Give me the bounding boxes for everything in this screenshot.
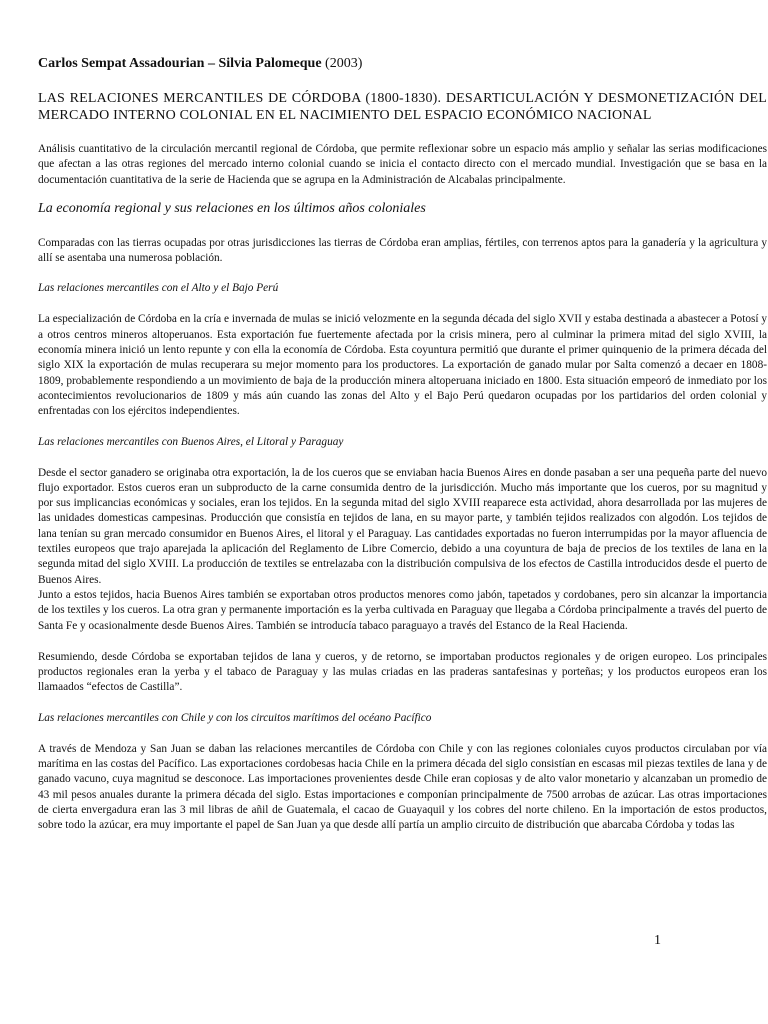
paragraph-hides-textiles: Desde el sector ganadero se originaba otra exportación, la de los cueros que se enviaban hacia Buenos Aires en donde pasaban a ser una pequeña parte del nuevo flujo exportador. Estos cueros eran un subproducto de la carne consumida dentro de la jurisdicción. Mucho más importante que los cueros, por su magnitud y por sus implicancias económicas y sociales, eran los tejidos. En la segunda mitad del siglo XVIII reaparece esta actividad, ahora desarrollada por las mujeres de las unidades domesticas campesinas. Producción que consistía en tejidos de lana, en su mayor parte, y también tejidos realizados con algodón. Los tejidos de lana tenían su gran mercado consumidor en Buenos Aires, el litoral y el Paraguay. Las cantidades exportadas no fueron interrumpidas por la mayor afluencia de textiles europeos que trajo aparejada la aplicación del Reglamento de Libre Comercio, debido a una coyuntura de baja de precios de los textiles de lana en la segunda mitad del siglo XVIII. La producción de textiles se entrelazaba con la distribución compulsiva de los efectos de Castilla introducidos desde el puerto de Buenos Aires. [38,466,767,586]
paragraph-minor-products: Junto a estos tejidos, hacia Buenos Aires también se exportaban otros productos menores como jabón, tapetados y cordobanes, pero sin alcanzar la importancia de los textiles y los cueros. La otra gran y permanente importación es la yerba cultivada en Paraguay que llegaba a Córdoba principalmente a través del puerto de Santa Fe y ocasionalmente desde Buenos Aires. También se introducía tabaco paraguayo a través del Estanco de la Real Hacienda. [38,588,768,632]
page-number: 1 [654,933,661,948]
abstract: Análisis cuantitativo de la circulación mercantil regional de Córdoba, que permite reflexionar sobre un espacio más amplio y señalar las serias modificaciones que afectan a las otras regiones del mercado interno colonial cuando se inicia el contacto directo con el mercado mundial. Investigación que se basa en la documentación cuantitativa de la serie de Hacienda que se agrupa en la Administración de Alcabalas principalmente. [38,143,767,186]
paragraph-cordoba-lands: Comparadas con las tierras ocupadas por otras jurisdicciones las tierras de Córdoba eran amplias, fértiles, con terrenos aptos para la ganadería y la agricultura y allí se asentaba una numerosa población. [38,236,767,265]
paragraph-mules-export: La especialización de Córdoba en la cría e invernada de mulas se inició velozmente en la segunda década del siglo XVII y estaba destinada a abastecer a Potosí y a otros centros mineros altoperuanos. Esta exportación fue fuertemente afectada por la crisis minera, pero al culminar la primera mitad del siglo XVIII, la economía minera inició un lento repunte y con ella la economía de Córdoba. Esta coyuntura permitió que durante el primer quinquenio de la primera década del siglo XIX la exportación de mulas recuperara su mejor momento para los productores. La exportación de ganado mular por Salta comenzó a decaer en 1808-1809, probablemente respondiendo a un movimiento de baja de la producción minera altoperuana iniciado en 1800. Esta situación empeoró de inmediato por los acontecimientos revolucionarios de 1809 y más aún cuando las zonas del Alto y el Bajo Perú quedaron ocupadas por los partidarios del orden colonial y enfrentadas con los ejércitos independientes. [38,313,767,418]
publication-year: (2003) [325,56,363,71]
document-title: LAS RELACIONES MERCANTILES DE CÓRDOBA (1800-1830). DESARTICULACIÓN Y DESMONETIZACIÓN DEL MERCADO INTERNO COLONIAL EN EL NACIMIENTO DEL ESPACIO ECONÓMICO NACIONAL [38,91,767,123]
authors: Carlos Sempat Assadourian – Silvia Palomeque [38,56,322,71]
author-line [38,56,767,72]
subsection-heading-buenos-aires: Las relaciones mercantiles con Buenos Aires, el Litoral y Paraguay [38,435,344,448]
section-heading-regional-economy: La economía regional y sus relaciones en los últimos años coloniales [38,200,426,216]
subsection-heading-alto-peru: Las relaciones mercantiles con el Alto y el Bajo Perú [38,282,279,295]
paragraph-summary: Resumiendo, desde Córdoba se exportaban tejidos de lana y cueros, y de retorno, se importaban productos regionales y de origen europeo. Los principales productos regionales eran la yerba y el tabaco de Paraguay y las mulas criadas en las praderas santafesinas y porteñas; y los productos europeos eran los llamaados “efectos de Castilla”. [38,650,767,694]
paragraph-chile-relations: A través de Mendoza y San Juan se daban las relaciones mercantiles de Córdoba con Chile y con las regiones coloniales cuyos productos circulaban por vía marítima en las costas del Pacífico. Las exportaciones cordobesas hacia Chile en la primera década del siglo consistían en escasas mil piezas textiles de lana y de ganado vacuno, cuya magnitud se desconoce. Las importaciones provenientes desde Chile eran copiosas y de alto valor monetario y alcanzaban un promedio de 43 mil pesos anuales durante la primera década del siglo. Estas importaciones e componían principalmente de 7500 arrobas de azúcar. Las otras importaciones de cierta envergadura eran las 3 mil libras de añil de Guatemala, el cacao de Guayaquil y los cobres del norte chileno. En la importación de estos productos, sobre todo la azúcar, era muy importante el papel de San Juan ya que desde allí partía un amplio circuito de distribución que abarcaba Córdoba y todas las [38,742,767,832]
subsection-heading-chile: Las relaciones mercantiles con Chile y con los circuitos marítimos del océano Pacífico [38,711,432,724]
document-page [38,56,767,850]
